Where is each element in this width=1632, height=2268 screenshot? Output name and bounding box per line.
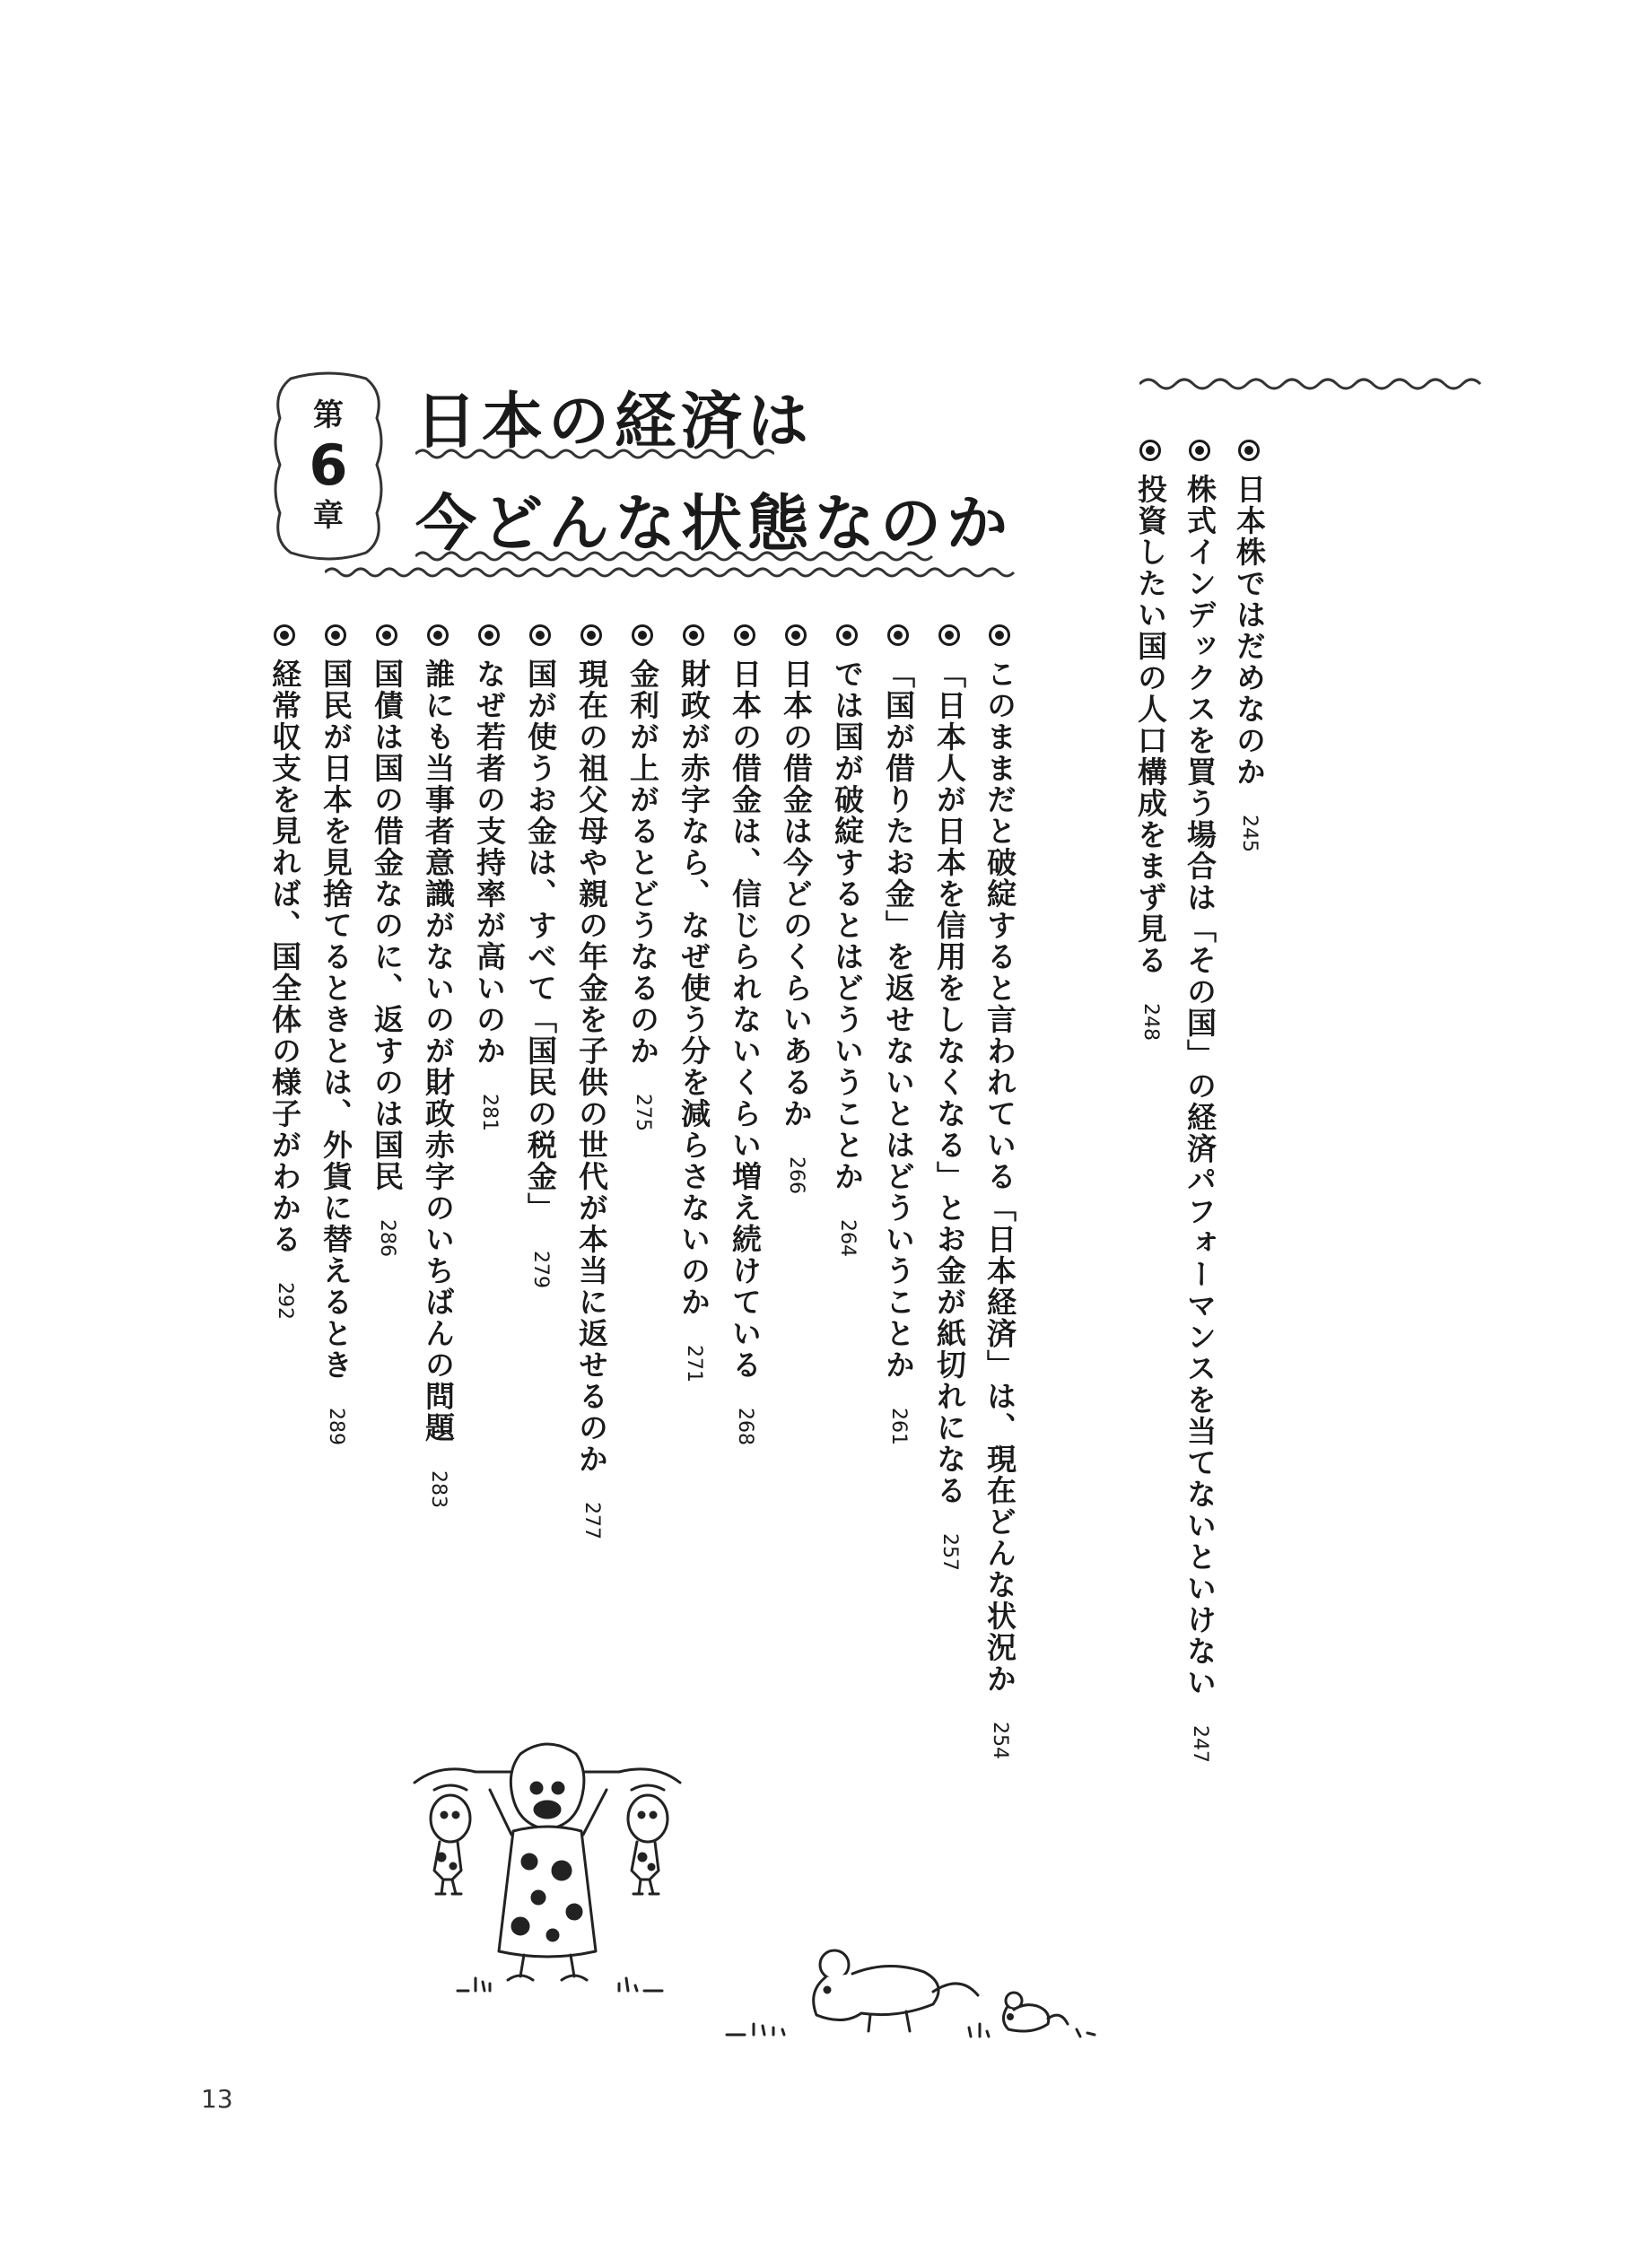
bullet-icon [887, 624, 909, 646]
toc-entry-page: 257 [938, 1533, 961, 1571]
chapter-badge [271, 366, 386, 565]
toc-entry[interactable] [316, 624, 355, 1445]
toc-entry[interactable] [929, 624, 969, 1571]
toc-entry-title: 財政が赤字なら、なぜ使う分を減らさないのか [676, 659, 711, 1318]
bullet-icon [376, 624, 397, 646]
toc-entry-title: なぜ若者の支持率が高いのか [472, 659, 507, 1067]
toc-entry-page: 283 [427, 1470, 449, 1508]
toc-entry[interactable] [776, 624, 816, 1194]
toc-entry-page: 264 [836, 1219, 859, 1257]
toc-entry[interactable] [827, 624, 867, 1257]
toc-entry-page: 266 [785, 1156, 807, 1194]
toc-entry[interactable] [980, 624, 1019, 1759]
chapter-label-dai: 第 [313, 397, 344, 433]
bullet-icon [785, 624, 807, 646]
bullet-icon [427, 624, 449, 646]
toc-entry[interactable] [265, 624, 304, 1320]
bullet-icon [580, 624, 602, 646]
toc-entry-title: 投資したい国の人口構成をまず見る [1133, 474, 1168, 976]
toc-entry-title: 日本の借金は今どのくらいあるか [779, 659, 814, 1130]
toc-entry-title: 日本の借金は、信じられないくらい増え続けている [728, 659, 763, 1381]
chapter-title-line1: 日本の経済は [415, 387, 815, 458]
bullet-icon [1189, 440, 1210, 461]
toc-entry[interactable] [623, 624, 662, 1131]
toc-entry[interactable] [572, 624, 611, 1540]
title-underline-1 [415, 445, 774, 463]
bullet-icon [325, 624, 346, 646]
toc-entry-title: 「国が借りたお金」を返せないとはどういうことか [881, 659, 916, 1381]
mice-illustration [718, 1938, 1104, 2046]
toc-entry-page: 271 [683, 1345, 705, 1383]
toc-entry[interactable] [674, 624, 713, 1383]
title-underline-2 [415, 547, 938, 565]
toc-entry-title: 日本株ではだめなのか [1232, 474, 1267, 788]
bullet-icon [836, 624, 858, 646]
toc-entry-title: 国債は国の借金なのに、返すのは国民 [370, 659, 405, 1192]
caveman-illustration [404, 1736, 691, 1996]
bullet-icon [274, 624, 295, 646]
toc-entry-title: 国が使うお金は、すべて「国民の税金」 [523, 659, 558, 1224]
toc-entry[interactable] [1130, 440, 1170, 1041]
wavy-divider-chapter [325, 563, 1016, 581]
toc-entry[interactable] [418, 624, 458, 1508]
wavy-divider-top [1139, 373, 1489, 395]
chapter-number: 6 [309, 432, 348, 498]
toc-entry-page: 277 [580, 1502, 603, 1540]
toc-entry-title: 経常収支を見れば、国全体の様子がわかる [267, 659, 302, 1255]
toc-entry-page: 275 [632, 1094, 654, 1131]
toc-entry-title: 「日本人が日本を信用をしなくなる」とお金が紙切れになる [932, 659, 967, 1506]
toc-entry[interactable] [520, 624, 560, 1288]
bullet-icon [989, 624, 1010, 646]
toc-entry[interactable] [878, 624, 918, 1445]
page-number: 13 [201, 2084, 233, 2114]
bullet-icon [683, 624, 704, 646]
toc-entry-title: では国が破綻するとはどういうことか [830, 659, 865, 1192]
bullet-icon [529, 624, 551, 646]
bullet-icon [734, 624, 755, 646]
chapter-label-sho: 章 [313, 498, 344, 534]
bullet-icon [1238, 440, 1260, 461]
toc-entry-page: 261 [887, 1408, 910, 1445]
toc-entry-title: 国民が日本を見捨てるときとは、外貨に替えるとき [319, 659, 353, 1381]
toc-entry-page: 281 [478, 1094, 501, 1131]
toc-entry-page: 286 [376, 1219, 398, 1257]
toc-entry-page: 268 [734, 1408, 756, 1445]
toc-entry-title: 金利が上がるとどうなるのか [625, 659, 660, 1067]
toc-entry-title: 現在の祖父母や親の年金を子供の世代が本当に返せるのか [574, 659, 609, 1475]
toc-entry-page: 292 [274, 1282, 296, 1320]
toc-entry-title: 誰にも当事者意識がないのが財政赤字のいちばんの問題 [421, 659, 456, 1444]
bullet-icon [632, 624, 653, 646]
toc-entry-title: 株式インデックスを買う場合は「その国」の経済パフォーマンスを当てないといけない [1183, 474, 1217, 1698]
toc-entry[interactable] [469, 624, 509, 1131]
toc-entry[interactable] [1180, 440, 1219, 1763]
toc-entry-page: 248 [1139, 1003, 1162, 1041]
toc-entry-page: 289 [325, 1408, 347, 1445]
toc-entry[interactable] [1229, 440, 1269, 852]
toc-entry[interactable] [367, 624, 406, 1257]
bullet-icon [938, 624, 960, 646]
toc-entry-title: このままだと破綻すると言われている「日本経済」は、現在どんな状況か [982, 659, 1017, 1695]
toc-entry-page: 245 [1238, 815, 1261, 852]
bullet-icon [478, 624, 500, 646]
bullet-icon [1139, 440, 1161, 461]
toc-entry-page: 279 [529, 1251, 552, 1288]
toc-entry[interactable] [725, 624, 764, 1445]
toc-entry-page: 254 [989, 1722, 1011, 1759]
toc-entry-page: 247 [1189, 1725, 1211, 1763]
chapter-title-line2: 今どんな状態なのか [415, 489, 1014, 560]
